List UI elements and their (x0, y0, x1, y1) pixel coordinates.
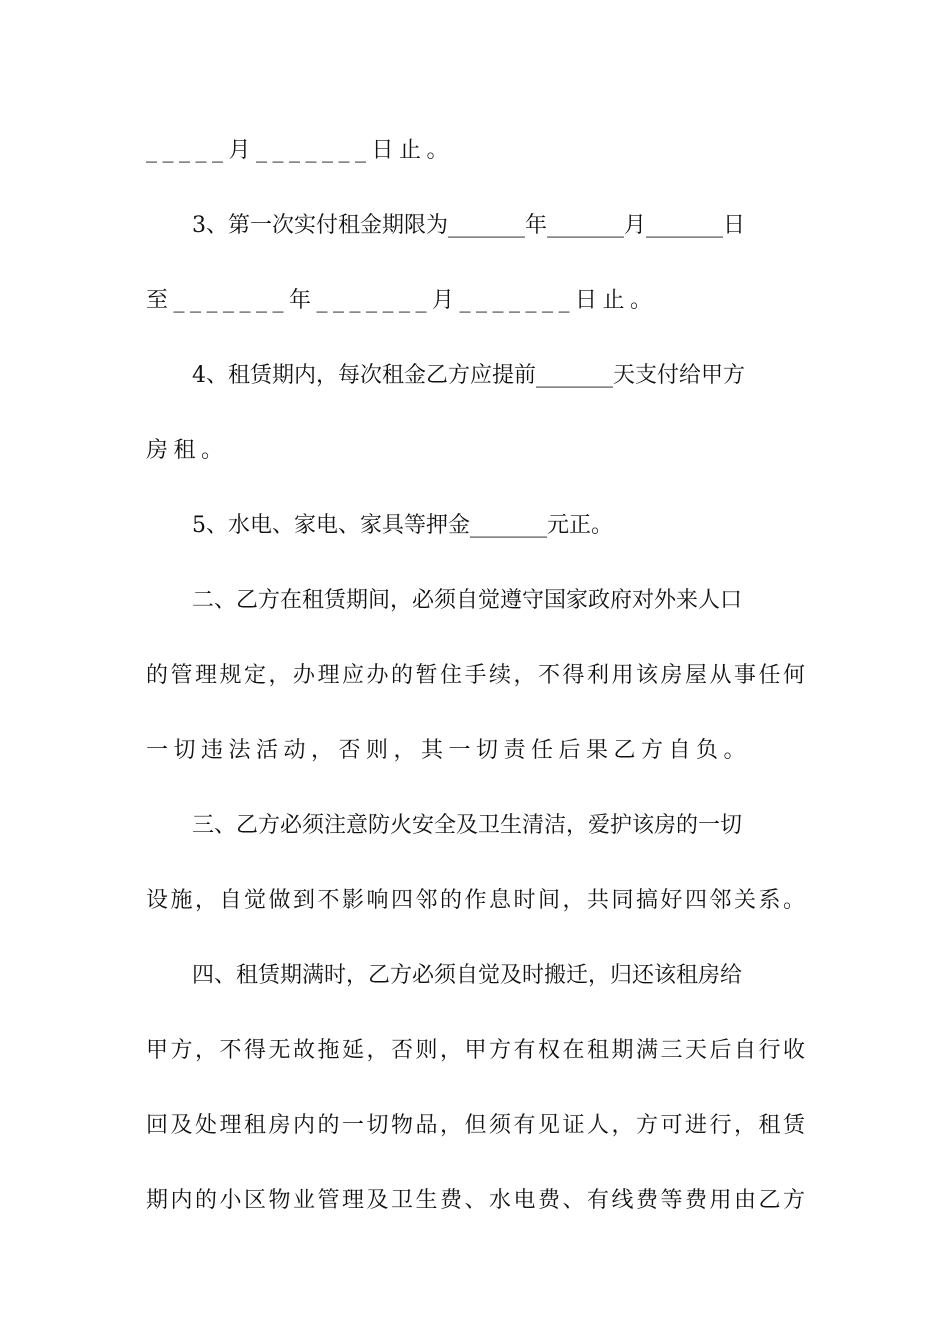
section-two-line-1: 二、乙方在租赁期间，必须自觉遵守国家政府对外来人口 (192, 588, 743, 613)
section-two-line-3: 一切违法活动，否则，其一切责任后果乙方自负。 (146, 738, 752, 763)
section-four-line-3: 回及处理租房内的一切物品，但须有见证人，方可进行，租赁 (146, 1113, 808, 1138)
paragraph-4-line-1: 4、租赁期内，每次租金乙方应提前_______天支付给甲方 (192, 363, 745, 388)
section-four-line-1: 四、租赁期满时，乙方必须自觉及时搬迁，归还该租房给 (192, 963, 743, 988)
text-line: _____月_______日止。 (146, 138, 455, 163)
section-four-line-2: 甲方，不得无故拖延，否则，甲方有权在租期满三天后自行收 (146, 1038, 808, 1063)
section-three-line-1: 三、乙方必须注意防火安全及卫生清洁，爱护该房的一切 (192, 813, 743, 838)
paragraph-4-line-2: 房租。 (146, 438, 229, 463)
section-two-line-2: 的管理规定，办理应办的暂住手续，不得利用该房屋从事任何 (146, 663, 808, 688)
paragraph-3-line-1: 3、第一次实付租金期限为_______年_______月_______日 (192, 213, 745, 238)
section-four-line-4: 期内的小区物业管理及卫生费、水电费、有线费等费用由乙方 (146, 1188, 808, 1213)
section-three-line-2: 设施，自觉做到不影响四邻的作息时间，共同搞好四邻关系。 (146, 888, 808, 913)
paragraph-3-line-2: 至_______年_______月_______日止。 (146, 288, 658, 313)
paragraph-5-line-1: 5、水电、家电、家具等押金_______元正。 (192, 513, 613, 538)
